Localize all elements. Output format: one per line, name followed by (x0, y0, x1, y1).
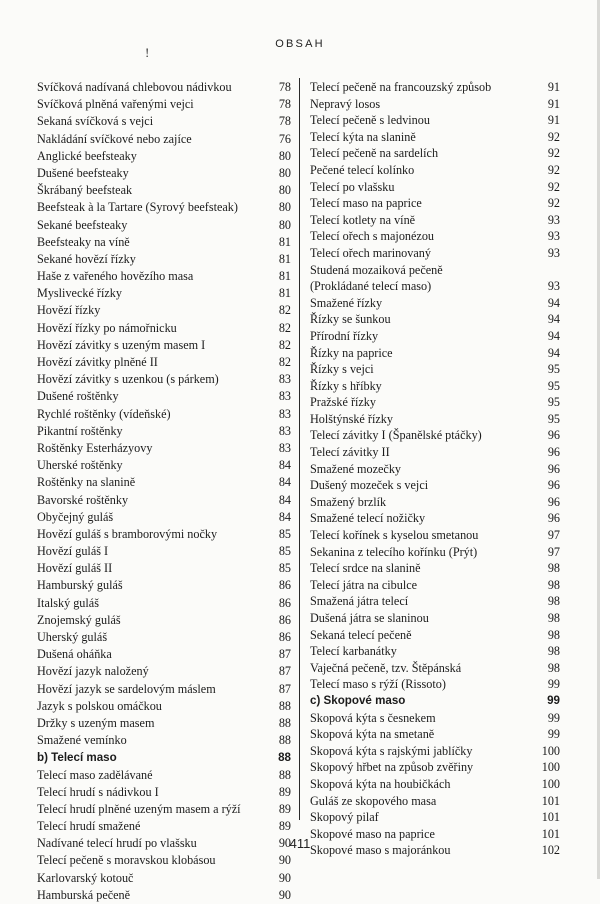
toc-entry-page: 97 (547, 528, 560, 543)
toc-entry-page: 81 (278, 269, 291, 284)
toc-entry (310, 710, 560, 727)
toc-entry-title: Smažené řízky (310, 295, 383, 310)
toc-entry (310, 179, 560, 196)
toc-entry-page: 90 (278, 853, 291, 868)
toc-entry-title: Znojemský guláš (37, 612, 121, 627)
toc-entry-page: 101 (541, 810, 560, 825)
toc-entry-page: 98 (547, 644, 560, 659)
toc-entry (37, 681, 291, 698)
toc-entry (310, 328, 560, 345)
toc-entry-title: Telecí kýta na slanině (310, 129, 416, 144)
toc-entry (310, 444, 560, 461)
toc-entry (37, 406, 291, 423)
toc-entry-page: 96 (547, 428, 560, 443)
toc-entry-title: c) Skopové maso (310, 693, 406, 707)
toc-entry-title: Telecí pečeně s moravskou klobásou (37, 853, 216, 868)
toc-entry-page: 88 (278, 751, 291, 765)
toc-entry-title: Nepravý losos (310, 96, 381, 111)
toc-entry-page: 83 (278, 440, 291, 455)
toc-entry-page: 85 (278, 526, 291, 541)
toc-entry-title: Uherský guláš (37, 630, 108, 644)
toc-entry-page: 80 (278, 200, 291, 215)
toc-entry (310, 228, 560, 245)
toc-entry-title: Skopová kýta na houbičkách (310, 776, 451, 791)
toc-entry (37, 492, 291, 509)
toc-entry (37, 767, 291, 784)
toc-entry (310, 560, 560, 577)
toc-entry-page: 83 (278, 406, 291, 421)
toc-entry (37, 887, 291, 904)
toc-entry-title: Sekanina z telecího kořínku (Prýt) (310, 544, 478, 559)
toc-entry-title: Dušené roštěnky (37, 389, 119, 404)
toc-entry (310, 112, 560, 129)
toc-entry-title: Bavorské roštěnky (37, 492, 129, 507)
toc-entry (37, 251, 291, 268)
toc-entry (310, 660, 560, 677)
toc-entry-title: (Prokládané telecí maso) (310, 279, 432, 294)
toc-entry-title: Dušená oháňka (37, 647, 112, 662)
toc-entry (37, 629, 291, 646)
toc-entry-page: 93 (547, 229, 560, 244)
toc-entry-title: Smažené vemínko (37, 733, 127, 748)
toc-entry-title: Telecí ořech s majonézou (310, 229, 435, 244)
toc-entry-page: 96 (547, 445, 560, 460)
toc-entry (37, 715, 291, 732)
toc-entry-page: 100 (541, 743, 560, 758)
toc-entry (37, 526, 291, 543)
toc-entry-title: Telecí maso zadělávané (37, 767, 153, 782)
toc-entry (310, 262, 560, 279)
toc-entry-page: 98 (547, 660, 560, 675)
toc-entry-title: b) Telecí maso (37, 751, 117, 765)
toc-entry (310, 427, 560, 444)
toc-entry (37, 423, 291, 440)
toc-entry-page: 89 (278, 819, 291, 834)
toc-entry (37, 388, 291, 405)
toc-entry-page: 101 (541, 793, 560, 808)
toc-entry-page: 88 (278, 767, 291, 782)
toc-entry-title: Telecí pečeně na sardelích (310, 146, 439, 161)
toc-entry-title: Hamburská pečeně (37, 887, 131, 902)
toc-entry-title: Skopové maso na paprice (310, 826, 435, 841)
toc-entry (310, 129, 560, 146)
toc-entry (37, 354, 291, 371)
toc-entry-page: 95 (547, 395, 560, 410)
toc-entry-page: 87 (278, 664, 291, 679)
toc-entry (310, 212, 560, 229)
toc-entry (310, 311, 560, 328)
toc-entry-title: Haše z vařeného hovězího masa (37, 269, 194, 284)
toc-entry (310, 295, 560, 312)
toc-entry (37, 732, 291, 749)
toc-entry (310, 610, 560, 627)
toc-entry-title: Jazyk s polskou omáčkou (37, 698, 162, 713)
toc-entry-title: Dušené beefsteaky (37, 165, 129, 180)
toc-entry (310, 345, 560, 362)
toc-entry-title: Smažené telecí nožičky (310, 511, 426, 526)
toc-entry (37, 371, 291, 388)
toc-entry (310, 776, 560, 793)
toc-entry-page: 92 (547, 179, 560, 194)
toc-entry (37, 96, 291, 113)
toc-entry-title: Sekané hovězí řízky (37, 251, 136, 266)
toc-entry-title: Skopová kýta s česnekem (310, 710, 436, 725)
toc-entry-title: Telecí závitky II (310, 445, 390, 460)
toc-entry (37, 612, 291, 629)
toc-entry (37, 165, 291, 182)
toc-entry (37, 784, 291, 801)
toc-entry-page: 93 (547, 245, 560, 260)
toc-entry (37, 595, 291, 612)
toc-entry-title: Hovězí guláš I (37, 544, 109, 559)
toc-entry (37, 268, 291, 285)
toc-entry-title: Dušený mozeček s vejci (310, 478, 429, 493)
toc-entry-page: 96 (547, 478, 560, 493)
toc-entry-title: Telecí pečeně s ledvinou (310, 113, 430, 128)
toc-entry-page: 93 (547, 279, 560, 294)
toc-entry-page: 100 (541, 760, 560, 775)
toc-entry (310, 593, 560, 610)
toc-entry-page: 99 (547, 693, 560, 707)
toc-entry-title: Hovězí guláš s bramborovými nočky (37, 526, 218, 541)
toc-entry-page: 81 (278, 234, 291, 249)
toc-entry-page: 80 (278, 148, 291, 163)
toc-entry (310, 378, 560, 395)
toc-entry-title: Hovězí řízky po námořnicku (37, 320, 177, 335)
toc-entry-title: Telecí karbanátky (310, 644, 397, 659)
toc-entry (37, 801, 291, 818)
toc-entry-title: Hovězí jazyk naložený (37, 664, 149, 679)
toc-entry-page: 89 (278, 801, 291, 816)
toc-entry-title: Pečené telecí kolínko (310, 162, 415, 177)
toc-entry-page: 88 (278, 698, 291, 713)
toc-entry (37, 285, 291, 302)
toc-entry-page: 83 (278, 372, 291, 387)
toc-entry-title: Svíčková plněná vařenými vejci (37, 97, 194, 112)
page-number: 411 (289, 836, 311, 851)
toc-entry (37, 577, 291, 594)
toc-entry-title: Skopová kýta s rajskými jablíčky (310, 743, 473, 758)
toc-entry (37, 302, 291, 319)
toc-entry-page: 93 (547, 212, 560, 227)
toc-entry-page: 90 (278, 887, 291, 902)
toc-entry-title: Pražské řízky (310, 395, 376, 410)
margin-mark: ! (145, 45, 150, 60)
toc-entry-title: Telecí pečeně na francouzský způsob (310, 80, 492, 94)
toc-entry (37, 234, 291, 251)
toc-entry-title: Pikantní roštěnky (37, 423, 123, 438)
toc-entry-title: Myslivecké řízky (37, 286, 122, 301)
toc-entry (37, 440, 291, 457)
toc-entry-page: 91 (547, 96, 560, 111)
toc-entry (37, 199, 291, 216)
toc-right-column (310, 79, 560, 859)
toc-entry-title: Telecí srdce na slanině (310, 561, 421, 576)
toc-entry-page: 87 (278, 681, 291, 696)
toc-entry-page: 98 (547, 561, 560, 576)
toc-entry-page: 86 (278, 595, 291, 610)
toc-entry-title: Rychlé roštěnky (vídeňské) (37, 406, 171, 421)
toc-entry-title: Roštěnky na slanině (37, 475, 136, 490)
toc-entry (310, 577, 560, 594)
toc-entry-page: 91 (547, 80, 560, 94)
toc-entry-title: Telecí ořech marinovaný (310, 245, 431, 260)
toc-entry (310, 494, 560, 511)
toc-entry-page: 96 (547, 494, 560, 509)
toc-entry-title: Sekaná svíčková s vejci (37, 114, 154, 129)
toc-entry (310, 527, 560, 544)
toc-entry-page: 98 (547, 611, 560, 625)
toc-entry-page: 94 (547, 345, 560, 360)
toc-left-column (37, 79, 291, 904)
toc-entry-page: 86 (278, 612, 291, 627)
toc-entry-page: 86 (278, 578, 291, 593)
toc-entry-title: Karlovarský kotouč (37, 870, 134, 885)
toc-entry-title: Skopová kýta na smetaně (310, 727, 435, 742)
toc-entry-page: 98 (547, 577, 560, 592)
toc-entry (310, 195, 560, 212)
toc-entry-page: 97 (547, 544, 560, 559)
toc-entry-page: 80 (278, 217, 291, 232)
toc-entry-page: 88 (278, 715, 291, 730)
toc-entry-page: 84 (278, 458, 291, 473)
toc-entry-page: 95 (547, 378, 560, 393)
toc-entry-title: Řízky na paprice (310, 345, 393, 360)
toc-entry (310, 793, 560, 810)
toc-entry-title: Hamburský guláš (37, 578, 123, 593)
toc-entry (310, 411, 560, 428)
toc-entry-title: Telecí játra na cibulce (310, 577, 418, 592)
toc-entry-title: Telecí hrudí s nádivkou I (37, 784, 159, 799)
toc-entry-page: 84 (278, 509, 291, 524)
toc-entry-page: 94 (547, 295, 560, 310)
toc-entry-page: 81 (278, 251, 291, 266)
toc-entry-page: 88 (278, 733, 291, 748)
toc-entry-title: Řízky s hříbky (310, 378, 382, 393)
toc-entry (37, 337, 291, 354)
toc-entry-title: Řízky s vejci (310, 362, 374, 377)
toc-entry-page: 99 (547, 677, 560, 692)
toc-entry (37, 543, 291, 560)
toc-entry (310, 743, 560, 760)
page-header: OBSAH (275, 38, 325, 50)
toc-entry-title: Skopový pilaf (310, 810, 379, 825)
toc-entry-page: 83 (278, 389, 291, 404)
toc-entry-page: 98 (547, 594, 560, 609)
toc-entry (310, 510, 560, 527)
toc-entry (310, 809, 560, 826)
toc-entry-title: Držky s uzeným masem (37, 715, 155, 730)
toc-entry-page: 81 (278, 286, 291, 301)
toc-entry-page: 92 (547, 146, 560, 161)
toc-entry (310, 759, 560, 776)
toc-entry-title: Hovězí guláš II (37, 561, 113, 576)
toc-entry (310, 162, 560, 179)
toc-entry-title: Beefsteak à la Tartare (Syrový beefsteak) (37, 200, 238, 215)
toc-entry-title: Hovězí závitky s uzenkou (s párkem) (37, 372, 219, 387)
toc-entry (37, 131, 291, 148)
toc-entry-title: Obyčejný guláš (37, 509, 114, 524)
toc-entry-page: 82 (278, 303, 291, 318)
toc-entry-title: Nakládání svíčkové nebo zajíce (37, 131, 192, 146)
toc-entry-page: 99 (547, 727, 560, 742)
toc-entry-title: Guláš ze skopového masa (310, 793, 437, 808)
toc-entry-page: 98 (547, 627, 560, 642)
toc-entry-title: Nadívané telecí hrudí po vlašsku (37, 836, 197, 851)
toc-entry (310, 245, 560, 262)
toc-entry-page: 92 (547, 162, 560, 177)
toc-entry (310, 96, 560, 113)
toc-entry-title: Telecí závitky I (Španělské ptáčky) (310, 428, 482, 443)
toc-entry-page: 86 (278, 630, 291, 644)
toc-entry-title: Telecí maso s rýží (Rissoto) (310, 677, 446, 692)
toc-entry-title: Dušená játra se slaninou (310, 611, 429, 625)
toc-entry (310, 145, 560, 162)
toc-entry-page: 90 (278, 836, 291, 851)
toc-entry-title: Telecí kořínek s kyselou smetanou (310, 528, 479, 543)
column-divider (299, 78, 300, 820)
toc-entry-page: 92 (547, 196, 560, 211)
toc-entry (37, 870, 291, 887)
toc-entry (37, 148, 291, 165)
toc-entry-title: Sekané beefsteaky (37, 217, 128, 232)
toc-section-heading (37, 749, 291, 766)
toc-entry-title: Telecí hrudí plněné uzeným masem a rýží (37, 801, 241, 816)
toc-entry (310, 361, 560, 378)
toc-entry-title: Škrábaný beefsteak (37, 183, 133, 198)
toc-section-heading (310, 693, 560, 710)
toc-entry-title: Anglické beefsteaky (37, 148, 137, 163)
toc-entry (310, 79, 560, 96)
toc-entry (310, 394, 560, 411)
toc-entry-page: 78 (278, 114, 291, 129)
toc-entry-title: Holštýnské řízky (310, 411, 393, 426)
toc-entry-page: 100 (541, 776, 560, 791)
toc-entry-title: Roštěnky Esterházyovy (37, 440, 153, 455)
toc-entry-page: 99 (547, 710, 560, 725)
toc-entry (37, 852, 291, 869)
toc-entry-title: Telecí hrudí smažené (37, 819, 141, 834)
toc-entry (310, 643, 560, 660)
toc-entry-page: 101 (541, 826, 560, 841)
toc-entry (310, 726, 560, 743)
toc-entry-title: Řízky se šunkou (310, 312, 391, 327)
toc-entry-page: 78 (278, 80, 291, 94)
toc-entry-title: Uherské roštěnky (37, 458, 123, 473)
toc-entry-page: 95 (547, 411, 560, 426)
toc-entry-title: Italský guláš (37, 595, 99, 610)
toc-entry-title: Telecí po vlašsku (310, 179, 395, 194)
toc-entry-page: 94 (547, 312, 560, 327)
toc-entry-page: 84 (278, 492, 291, 507)
toc-entry (37, 509, 291, 526)
toc-entry-title: Studená mozaiková pečeně (310, 262, 443, 277)
toc-entry-title: Smažené mozečky (310, 461, 402, 476)
toc-entry-page: 95 (547, 362, 560, 377)
toc-entry-title: Telecí kotlety na víně (310, 212, 416, 227)
toc-entry (37, 457, 291, 474)
toc-entry-title: Telecí maso na paprice (310, 196, 422, 211)
toc-entry (37, 646, 291, 663)
toc-entry-page: 85 (278, 561, 291, 576)
toc-entry (310, 461, 560, 478)
toc-entry-page: 96 (547, 511, 560, 526)
toc-entry-page: 76 (278, 131, 291, 146)
toc-entry-page: 82 (278, 337, 291, 352)
toc-entry-title: Hovězí závitky plněné II (37, 355, 158, 369)
toc-entry-page: 84 (278, 475, 291, 490)
toc-entry (37, 560, 291, 577)
toc-entry (37, 182, 291, 199)
toc-entry (310, 477, 560, 494)
toc-entry (310, 676, 560, 693)
toc-entry-page: 94 (547, 328, 560, 343)
toc-entry-title: Hovězí závitky s uzeným masem I (37, 337, 206, 352)
toc-entry-page: 90 (278, 870, 291, 885)
toc-entry-page: 102 (541, 843, 560, 858)
toc-entry-title: Skopové maso s majoránkou (310, 843, 451, 858)
toc-entry (37, 113, 291, 130)
toc-entry (37, 474, 291, 491)
toc-entry (37, 320, 291, 337)
toc-entry-title: Beefsteaky na víně (37, 234, 130, 249)
toc-entry (37, 663, 291, 680)
toc-entry-page: 89 (278, 784, 291, 799)
toc-entry-title: Přírodní řízky (310, 328, 379, 343)
toc-entry-page: 78 (278, 97, 291, 112)
toc-entry (310, 627, 560, 644)
toc-entry-title: Smažená játra telecí (310, 594, 409, 609)
toc-entry-page: 92 (547, 129, 560, 144)
toc-entry-title: Hovězí jazyk se sardelovým máslem (37, 681, 216, 696)
toc-entry (310, 544, 560, 561)
toc-entry-title: Hovězí řízky (37, 303, 101, 318)
toc-entry-page: 80 (278, 183, 291, 198)
toc-entry (37, 79, 291, 96)
toc-entry-page: 82 (278, 355, 291, 369)
toc-entry-page: 80 (278, 165, 291, 180)
toc-entry (37, 818, 291, 835)
toc-entry-title: Vaječná pečeně, tzv. Štěpánská (310, 660, 462, 675)
toc-entry-title: Skopový hřbet na způsob zvěřiny (310, 760, 474, 775)
toc-entry-page: 87 (278, 647, 291, 662)
toc-entry-page: 83 (278, 423, 291, 438)
toc-entry-page: 82 (278, 320, 291, 335)
toc-entry (37, 217, 291, 234)
toc-entry-title: Smažený brzlík (310, 494, 387, 509)
toc-entry-page: 91 (547, 113, 560, 128)
toc-entry (310, 278, 560, 295)
toc-entry-page: 85 (278, 544, 291, 559)
toc-entry-title: Sekaná telecí pečeně (310, 627, 412, 642)
toc-entry-title: Svíčková nadívaná chlebovou nádivkou (37, 80, 232, 94)
toc-entry (37, 698, 291, 715)
toc-entry-page: 96 (547, 461, 560, 476)
